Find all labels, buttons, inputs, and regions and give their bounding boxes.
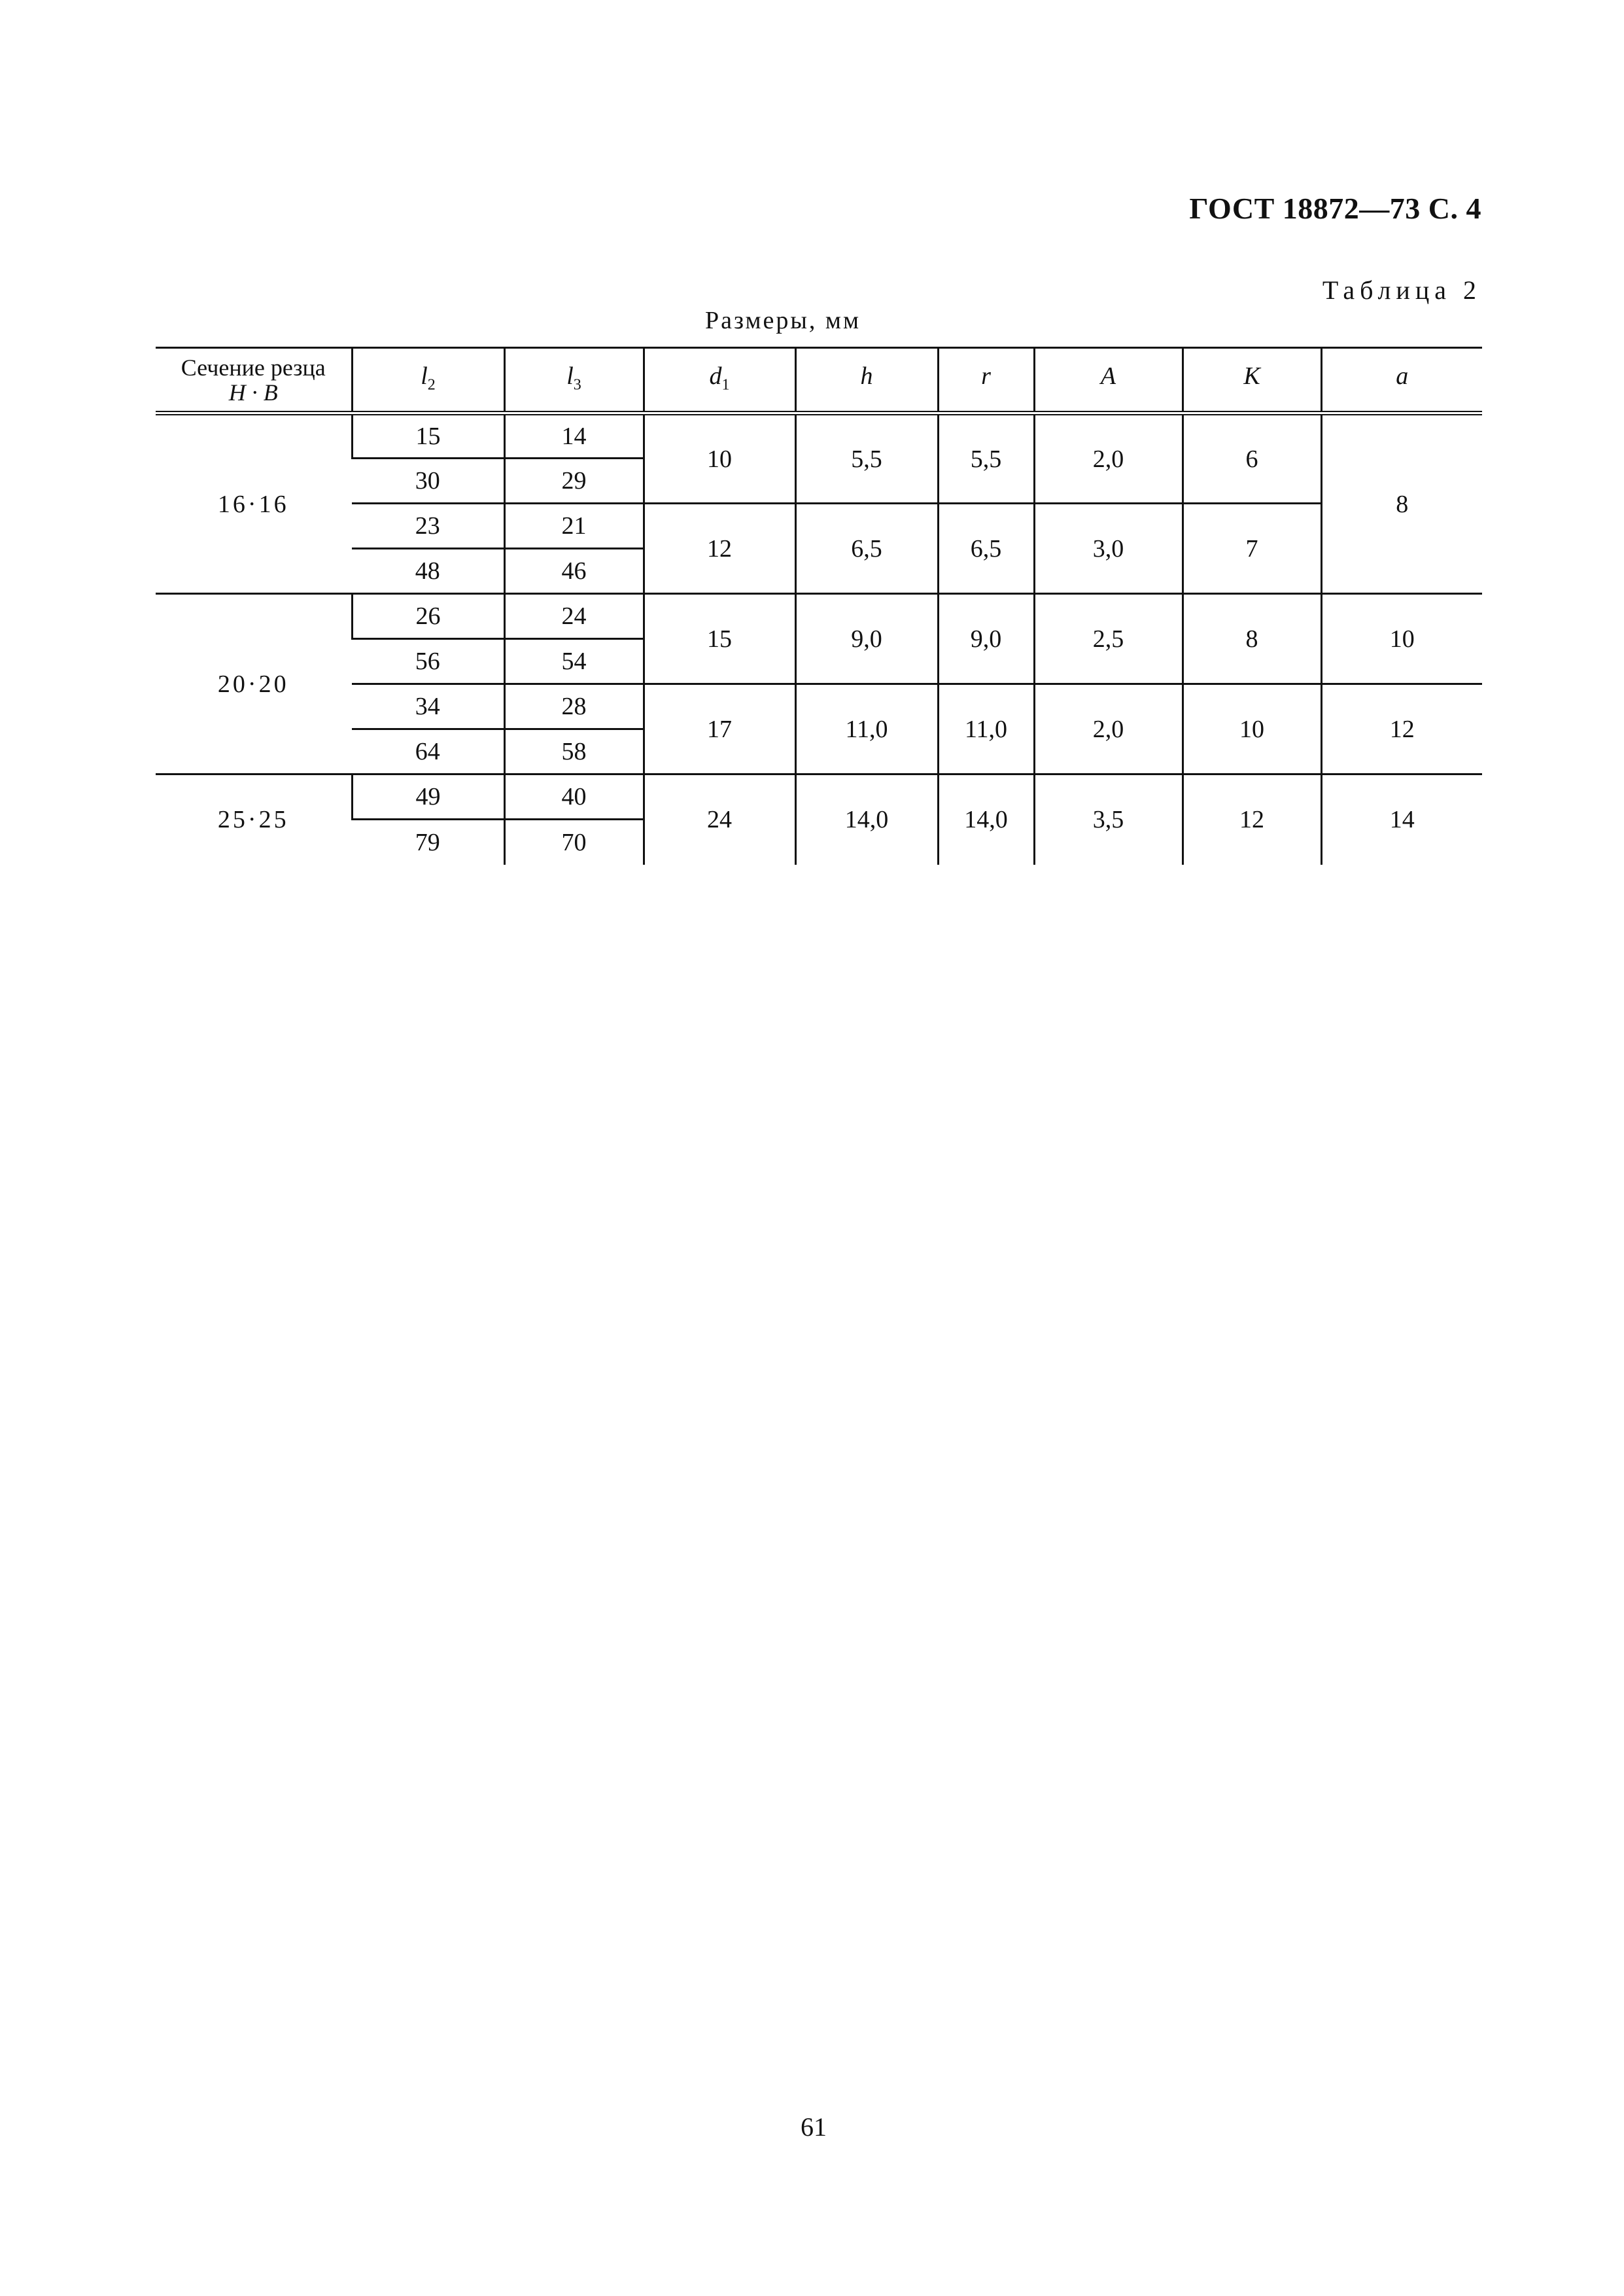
column-header-h: h	[795, 348, 938, 413]
table-units: Размеры, мм	[705, 307, 861, 334]
table-caption: Таблица 2	[1322, 275, 1481, 305]
column-header-l3: $l_3$	[504, 348, 644, 413]
section-header-line2: H · B	[228, 379, 278, 406]
d1-cell: 10	[644, 413, 795, 504]
h-cell: 11,0	[795, 684, 938, 774]
K-cell: 12	[1183, 774, 1321, 865]
l2-cell: 26	[352, 594, 504, 639]
l2-cell: 23	[352, 504, 504, 549]
l2-cell: 15	[352, 413, 504, 459]
table-row	[156, 684, 1482, 729]
l3-cell: 40	[504, 774, 644, 820]
section-header-line1: Сечение резца	[181, 355, 326, 381]
table-header-row	[156, 348, 1482, 413]
r-cell: 9,0	[938, 594, 1034, 684]
A-cell: 3,5	[1034, 774, 1183, 865]
column-header-a: a	[1321, 348, 1482, 413]
r-cell: 6,5	[938, 504, 1034, 594]
r-cell: 5,5	[938, 413, 1034, 504]
table-row	[156, 594, 1482, 639]
l3-cell: 14	[504, 413, 644, 459]
A-cell: 2,5	[1034, 594, 1183, 684]
A-cell: 2,0	[1034, 684, 1183, 774]
l3-cell: 70	[504, 820, 644, 865]
dimensions-table	[156, 347, 1482, 865]
document-header: ГОСТ 18872—73 С. 4	[1189, 192, 1481, 225]
l3-cell: 24	[504, 594, 644, 639]
r-cell: 11,0	[938, 684, 1034, 774]
h-cell: 5,5	[795, 413, 938, 504]
page-number: 61	[801, 2112, 827, 2142]
table-row	[156, 413, 1482, 459]
l3-cell: 29	[504, 459, 644, 504]
l2-cell: 56	[352, 639, 504, 684]
a-cell: 12	[1321, 684, 1482, 774]
K-cell: 6	[1183, 413, 1321, 504]
a-cell: 14	[1321, 774, 1482, 865]
d1-cell: 17	[644, 684, 795, 774]
l3-cell: 28	[504, 684, 644, 729]
table-row	[156, 774, 1482, 820]
l2-cell: 48	[352, 549, 504, 594]
column-header-K: K	[1183, 348, 1321, 413]
h-cell: 6,5	[795, 504, 938, 594]
r-cell: 14,0	[938, 774, 1034, 865]
section-cell: 25·25	[217, 806, 289, 834]
l3-cell: 46	[504, 549, 644, 594]
l2-cell: 79	[415, 828, 440, 856]
l2-cell: 30	[352, 459, 504, 504]
d1-cell: 24	[644, 774, 795, 865]
section-cell: 20·20	[156, 594, 352, 774]
table-row	[156, 504, 1482, 549]
a-cell: 10	[1321, 594, 1482, 684]
column-header-l2: $l_2$	[352, 348, 504, 413]
column-header-d1: $d_1$	[644, 348, 795, 413]
l2-cell: 49	[352, 774, 504, 820]
l3-cell: 58	[504, 729, 644, 774]
A-cell: 3,0	[1034, 504, 1183, 594]
K-cell: 7	[1183, 504, 1321, 594]
column-header-A: A	[1034, 348, 1183, 413]
l3-cell: 54	[504, 639, 644, 684]
d1-cell: 12	[644, 504, 795, 594]
K-cell: 8	[1183, 594, 1321, 684]
a-cell: 8	[1321, 413, 1482, 594]
l3-cell: 21	[504, 504, 644, 549]
h-cell: 9,0	[795, 594, 938, 684]
section-cell: 16·16	[156, 413, 352, 594]
A-cell: 2,0	[1034, 413, 1183, 504]
l2-cell: 64	[352, 729, 504, 774]
K-cell: 10	[1183, 684, 1321, 774]
h-cell: 14,0	[795, 774, 938, 865]
column-header-r: r	[938, 348, 1034, 413]
l2-cell: 34	[352, 684, 504, 729]
column-header-section	[156, 348, 352, 413]
d1-cell: 15	[644, 594, 795, 684]
